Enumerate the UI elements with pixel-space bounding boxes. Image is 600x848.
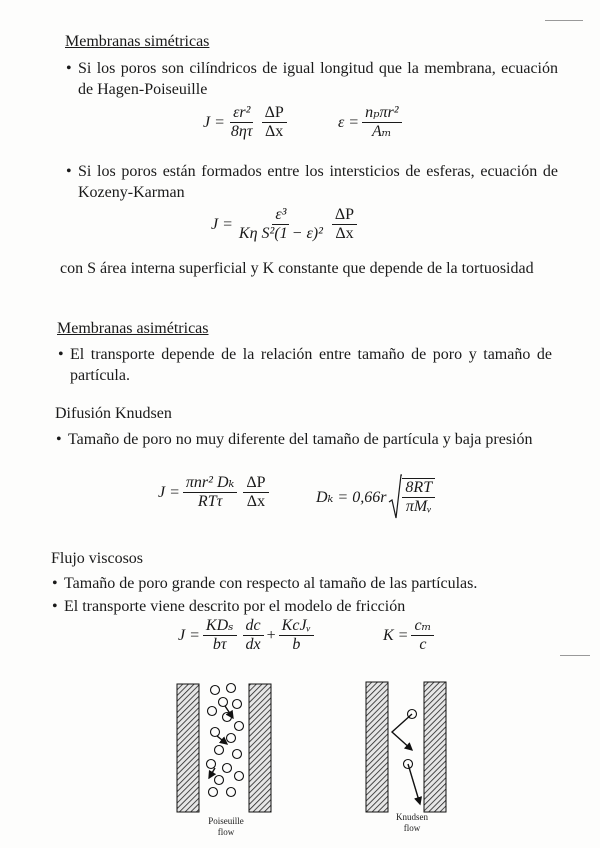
bullet-asimetricas: • El transporte depende de la relación entre tamaño de poro y tamaño de partícula. xyxy=(58,346,552,384)
poiseuille-flow-label: Poiseuille flow xyxy=(208,816,244,837)
section-title-knudsen: Difusión Knudsen xyxy=(55,405,172,422)
bullet-dot: • xyxy=(52,598,58,615)
section-title-viscoso: Flujo viscosos xyxy=(51,550,144,567)
section-title-asimetricas: Membranas asimétricas xyxy=(57,320,209,337)
bullet-dot: • xyxy=(52,575,58,592)
pore-wall-right xyxy=(249,684,271,812)
pore-wall-left xyxy=(366,682,388,812)
section-title-simetricas: Membranas simétricas xyxy=(65,33,210,50)
poiseuille-flow-diagram xyxy=(175,680,275,815)
bullet-dot: • xyxy=(58,346,64,363)
bullet-dot: • xyxy=(66,60,72,77)
equation-hagen-poiseuille: J = $\frac{\text{εr²}}{8\eta\tau}$ $\frac{\Delta P}{\Delta x}$ xyxy=(203,104,290,141)
scan-mark xyxy=(560,655,590,656)
bullet-kozeny-karman: • Si los poros están formados entre los intersticios de esferas, ecuación de Kozeny-Karman xyxy=(66,163,558,201)
molecules xyxy=(207,684,244,797)
equation-kozeny-karman: J = $\frac{\text{ε³}}{\text{Kη S²(1 − ε)²}}$ $\frac{\Delta P}{\Delta x}$ xyxy=(211,206,360,243)
bullet-dot: • xyxy=(56,431,62,448)
bullet-viscoso-2: • El transporte viene descrito por el modelo de fricción xyxy=(52,598,406,615)
equation-porosity: ε = $\frac{\text{nₚπr²}}{\text{Aₘ}}$ xyxy=(338,104,405,141)
equation-knudsen-diffusivity: Dₖ = 0,66r $\frac{8RT}{\text{πMᵥ}}$ xyxy=(316,474,438,520)
scan-mark xyxy=(545,20,583,21)
motion-arrows xyxy=(392,714,420,804)
bullet-viscoso-1: • Tamaño de poro grande con respecto al tamaño de las partículas. xyxy=(52,575,478,592)
bullet-hagen-poiseuille: • Si los poros son cilíndricos de igual longitud que la membrana, ecuación de Hagen-Poiseuille xyxy=(66,60,558,98)
bullet-knudsen: • Tamaño de poro no muy diferente del tamaño de partícula y baja presión xyxy=(56,431,533,448)
knudsen-flow-diagram xyxy=(362,680,462,815)
bullet-dot: • xyxy=(66,163,72,180)
molecules xyxy=(404,710,417,769)
square-root-sign xyxy=(388,474,402,520)
pore-wall-left xyxy=(177,684,199,812)
equation-knudsen-flux: J = $\frac{\text{πnr² Dₖ}}{\text{RTτ}}$ $\frac{\Delta P}{\Delta x}$ xyxy=(158,474,272,511)
pore-wall-right xyxy=(424,682,446,812)
equation-friction-model: J = $\frac{\text{KDₛ}}{b\tau}$ $\frac{dc}{dx}$ + $\frac{\text{KcJᵥ}}{b}$ xyxy=(178,617,317,654)
note-s-k: con S área interna superficial y K constante que depende de la tortuosidad xyxy=(60,260,534,277)
knudsen-flow-label: Knudsen flow xyxy=(396,812,428,833)
equation-k-constant: K = $\frac{\text{cₘ}}{c}$ xyxy=(383,617,437,654)
